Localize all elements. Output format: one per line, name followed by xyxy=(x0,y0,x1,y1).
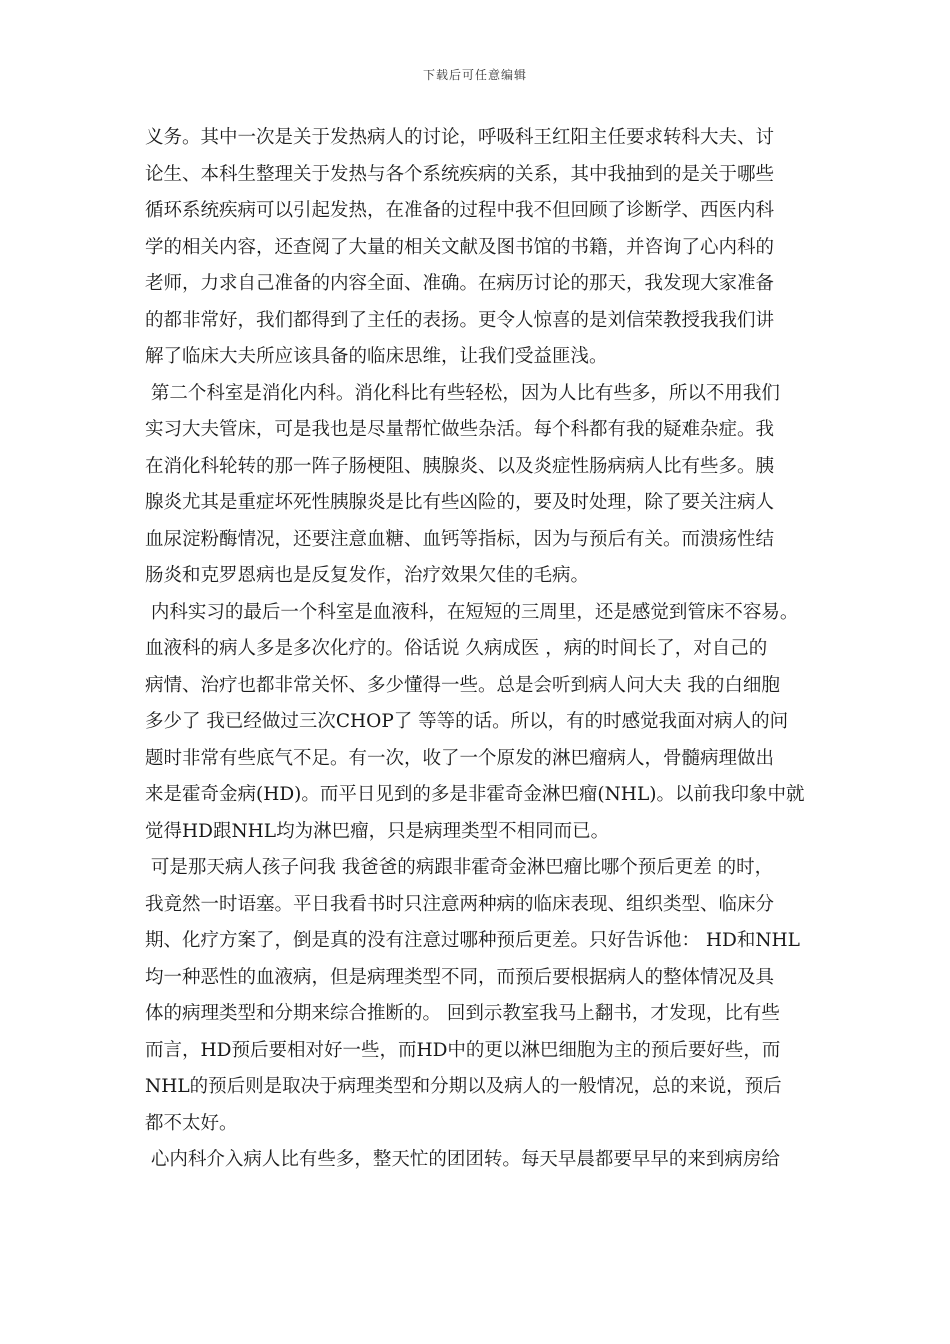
text-line: 第二个科室是消化内科。消化科比有些轻松，因为人比有些多，所以不用我们 xyxy=(145,382,780,404)
text-line: NHL的预后则是取决于病理类型和分期以及病人的一般情况，总的来说，预后 xyxy=(145,1076,782,1097)
text-line: 均一种恶性的血液病，但是病理类型不同，而预后要根据病人的整体情况及具 xyxy=(145,966,775,988)
text-line: 都不太好。 xyxy=(145,1112,238,1134)
text-line: 期、化疗方案了，倒是真的没有注意过哪种预后更差。只好告诉他： HD和NHL xyxy=(145,930,800,951)
text-line: 在消化科轮转的那一阵子肠梗阻、胰腺炎、以及炎症性肠病病人比有些多。胰 xyxy=(145,455,775,477)
text-line: 血液科的病人多是多次化疗的。俗话说 久病成医 ，病的时间长了，对自己的 xyxy=(145,638,768,659)
text-line: 解了临床大夫所应该具备的临床思维，让我们受益匪浅。 xyxy=(145,346,608,367)
text-line: 多少了 我已经做过三次CHOP了 等等的话。所以，有的时感觉我面对病人的问 xyxy=(145,711,789,732)
text-line: 内科实习的最后一个科室是血液科，在短短的三周里，还是感觉到管床不容易。 xyxy=(145,601,799,623)
text-line: 病情、治疗也都非常关怀、多少懂得一些。总是会听到病人问大夫 我的白细胞 xyxy=(145,674,780,696)
text-line: 学的相关内容，还查阅了大量的相关文献及图书馆的书籍，并咨询了心内科的 xyxy=(145,236,775,258)
text-line: 体的病理类型和分期来综合推断的。 回到示教室我马上翻书，才发现，比有些 xyxy=(145,1003,780,1024)
text-line: 心内科介入病人比有些多，整天忙的团团转。每天早晨都要早早的来到病房给 xyxy=(145,1149,780,1170)
text-line: 老师，力求自己准备的内容全面、准确。在病历讨论的那天，我发现大家准备 xyxy=(145,273,775,294)
text-line: 可是那天病人孩子问我 我爸爸的病跟非霍奇金淋巴瘤比哪个预后更差 的时， xyxy=(145,857,774,878)
text-line: 腺炎尤其是重症坏死性胰腺炎是比有些凶险的，要及时处理，除了要关注病人 xyxy=(145,492,775,513)
document-body xyxy=(145,120,815,1179)
text-line: 题时非常有些底气不足。有一次，收了一个原发的淋巴瘤病人，骨髓病理做出 xyxy=(145,747,775,769)
text-line: 义务。其中一次是关于发热病人的讨论，呼吸科王红阳主任要求转科大夫、讨 xyxy=(145,127,775,148)
text-line: 而言，HD预后要相对好一些，而HD中的更以淋巴细胞为主的预后要好些，而 xyxy=(145,1039,781,1061)
text-line: 觉得HD跟NHL均为淋巴瘤，只是病理类型不相同而已。 xyxy=(145,820,610,842)
text-line: 的都非常好，我们都得到了主任的表扬。更令人惊喜的是刘信荣教授我我们讲 xyxy=(145,309,775,331)
text-line: 来是霍奇金病(HD)。而平日见到的多是非霍奇金淋巴瘤(NHL)。以前我印象中就 xyxy=(145,784,805,805)
page-header: 下载后可任意编辑 xyxy=(422,68,527,82)
text-line: 循环系统疾病可以引起发热，在准备的过程中我不但回顾了诊断学、西医内科 xyxy=(145,200,775,221)
text-line: 血尿淀粉酶情况，还要注意血糖、血钙等指标，因为与预后有关。而溃疡性结 xyxy=(145,528,775,550)
text-line: 论生、本科生整理关于发热与各个系统疾病的关系，其中我抽到的是关于哪些 xyxy=(145,163,775,185)
text-line: 实习大夫管床，可是我也是尽量帮忙做些杂活。每个科都有我的疑难杂症。我 xyxy=(145,419,775,440)
text-line: 肠炎和克罗恩病也是反复发作，治疗效果欠佳的毛病。 xyxy=(145,565,590,586)
text-line: 我竟然一时语塞。平日我看书时只注意两种病的临床表现、组织类型、临床分 xyxy=(145,893,775,915)
